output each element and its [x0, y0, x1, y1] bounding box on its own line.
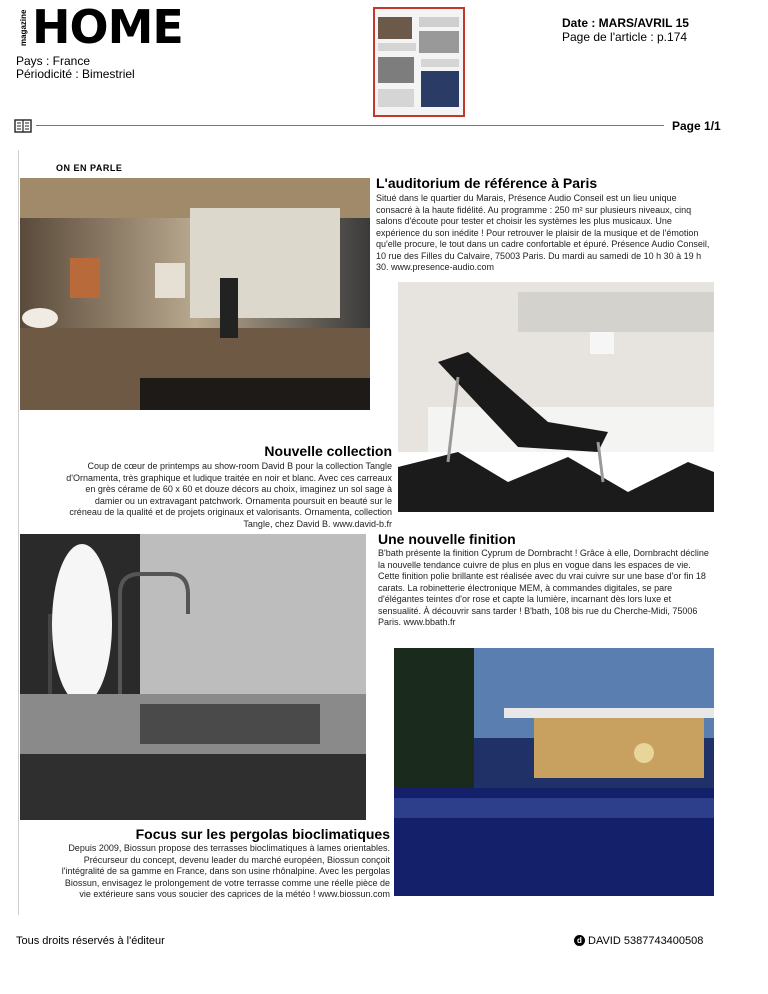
section-title-collection: Nouvelle collection: [264, 443, 392, 459]
section-title-auditorium: L'auditorium de référence à Paris: [376, 175, 598, 191]
source-badge-icon: d: [574, 935, 585, 946]
section-title-pergolas: Focus sur les pergolas bioclimatiques: [135, 826, 390, 842]
client-reference: DAVID 5387743400508: [588, 935, 704, 947]
article-kicker: ON EN PARLE: [56, 163, 123, 173]
section-body-finition: B'bath présente la finition Cyprum de Dornbracht ! Grâce à elle, Dornbracht décline la nouvelle tendance cuivre de plus en plus en vogue dans les espaces de vie. Cette finition polie brillante est réalisée avec du vrai cuivre sur une base d'or fin 18 carats. La robinetterie électronique MEM, à commandes digitales, se pare d'élégantes teintes d'or rose et capte la lumière, incarnant dès lors luxe et sensualité. À découvrir sans tarder ! B'bath, 108 bis rue du Cherche-Midi, 75006 Paris. www.bbath.fr: [378, 548, 709, 627]
article-icon: [14, 119, 32, 133]
svg-text:magazine: magazine: [19, 9, 28, 46]
country-label: Pays : France: [16, 54, 91, 68]
auditorium-photo: [20, 178, 370, 410]
magazine-vertical-label: [16, 8, 30, 48]
scan-edge: [18, 150, 19, 915]
section-title-finition: Une nouvelle finition: [378, 531, 516, 547]
page-thumbnail[interactable]: [373, 7, 465, 117]
article-page-ref: Page de l'article : p.174: [562, 30, 688, 44]
section-body-collection: Coup de cœur de printemps au show-room David B pour la collection Tangle d'Ornamenta, très graphique et ludique traitée en noir et blanc. Avec ces carreaux en grès cérame de 60 x 60 et douze décors au choix, imaginez un sol sage à damier ou un extravagant patchwork. Ornamenta poursuit en beauté sur le créneau de la qualité et de projets originaux et valorisants. Ornamenta, collection Tangle, chez David B. www.david-b.fr: [66, 461, 392, 529]
faucet-photo: [20, 534, 366, 820]
section-body-pergolas: Depuis 2009, Biossun propose des terrasses bioclimatiques à lames orientables. Précurseur du concept, devenu leader du marché européen, Biossun conçoit l'intégralité de sa gamme en France, dans son usine rhônalpine. Avec les pergolas Biossun, envisagez le prolongement de votre terrasse comme une réelle pièce de vie extérieure sans vous soucier des caprices de la météo ! www.biossun.com: [61, 843, 390, 899]
magazine-logo: HOME: [32, 0, 183, 54]
rights-notice: Tous droits réservés à l'éditeur: [16, 935, 165, 947]
pergola-photo: [394, 648, 714, 896]
frequency-label: Périodicité : Bimestriel: [16, 67, 135, 81]
section-body-auditorium: Situé dans le quartier du Marais, Présence Audio Conseil est un lieu unique consacré à la haute fidélité. Au programme : 250 m² sur plusieurs niveaux, cinq salons d'écoute pour tester et choisir les systèmes les plus musicaux. Une expérience du son inédite ! Pour retrouver le plaisir de la musique et de l'émotion qu'elle procure, le tout dans un cadre confortable et épuré. Présence Audio Conseil, 10 rue des Filles du Calvaire, 75003 Paris. Du mardi au samedi de 10 h 30 à 19 h 30. www.presence-audio.com: [376, 193, 710, 272]
issue-date: Date : MARS/AVRIL 15: [562, 16, 689, 30]
header-divider: [36, 125, 664, 126]
page-count: Page 1/1: [672, 119, 721, 133]
chair-photo: [398, 282, 714, 512]
thumbnail-preview: [375, 9, 463, 115]
